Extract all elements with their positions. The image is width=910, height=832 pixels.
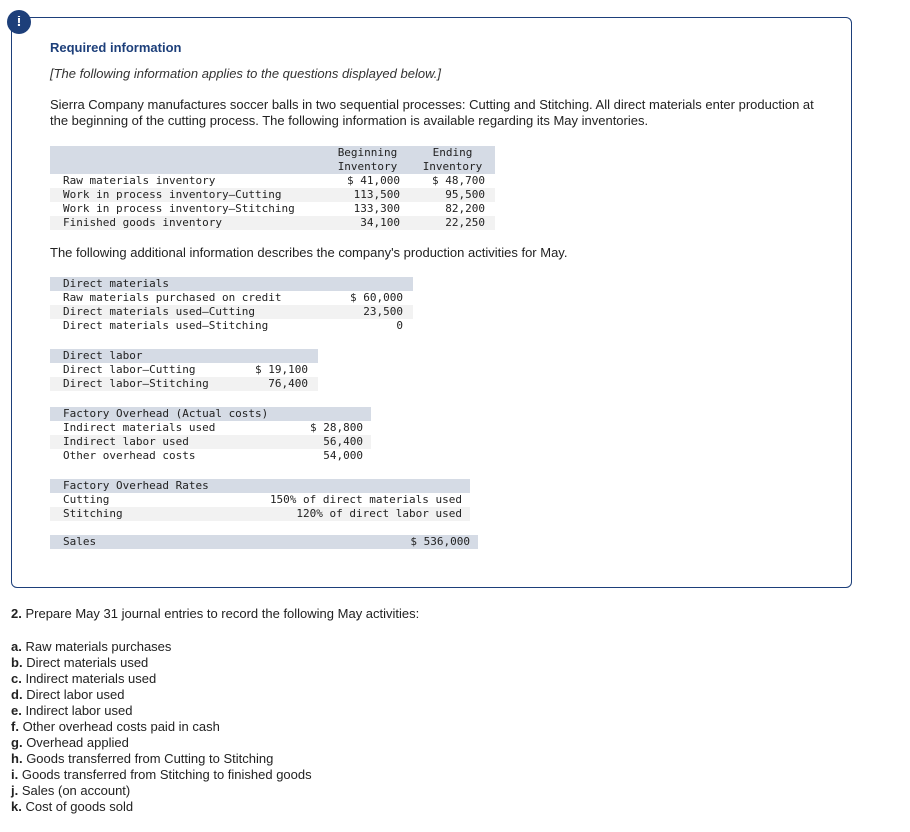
list-item: f. Other overhead costs paid in cash xyxy=(11,719,220,734)
list-item: c. Indirect materials used xyxy=(11,671,157,686)
list-item: b. Direct materials used xyxy=(11,655,149,670)
required-information-panel xyxy=(11,17,852,588)
question-number: 2. xyxy=(11,606,22,621)
table-cell-value: $ 536,000 xyxy=(410,535,470,548)
company-description: Sierra Company manufactures soccer balls in two sequential processes: Cutting and Stitching. All direct materials enter production at the beginning of the cutting process. The following information is available regarding its May inventories. xyxy=(50,97,814,128)
direct-materials-table xyxy=(50,277,413,333)
table-row-label: Other overhead costs xyxy=(63,449,196,462)
table-cell-value: $ 60,000 xyxy=(350,291,403,304)
table-row-label: Sales xyxy=(63,535,97,548)
table-cell-value: 120% of direct labor used xyxy=(296,507,462,520)
table-cell-value: 150% of direct materials used xyxy=(269,493,462,506)
direct-labor-table xyxy=(50,349,318,391)
header-ending: Ending xyxy=(432,146,473,159)
additional-info-text: The following additional information describes the company's production activities for May. xyxy=(50,245,568,260)
table-row-label: Work in process inventory—Cutting xyxy=(63,188,282,201)
table-cell-end: 95,500 xyxy=(445,188,485,201)
table-row-label: Direct materials used—Cutting xyxy=(63,305,256,318)
table-cell-value: 54,000 xyxy=(323,449,363,462)
table-cell-value: 56,400 xyxy=(323,435,363,448)
table-row-label: Finished goods inventory xyxy=(63,216,222,229)
table-cell-value: 76,400 xyxy=(268,377,308,390)
table-row-label: Stitching xyxy=(63,507,123,520)
table-cell-begin: 34,100 xyxy=(360,216,400,229)
section-title: Factory Overhead (Actual costs) xyxy=(63,407,269,420)
table-cell-end: 82,200 xyxy=(445,202,485,215)
required-info-title: Required information xyxy=(50,40,182,55)
table-row-label: Direct labor—Stitching xyxy=(63,377,209,390)
section-title: Direct labor xyxy=(63,349,143,362)
overhead-rates-table xyxy=(50,479,470,521)
inventory-table xyxy=(50,146,495,230)
alert-icon: ! xyxy=(7,10,31,34)
table-cell-value: 23,500 xyxy=(363,305,403,318)
header-beginning: Beginning xyxy=(337,146,398,159)
table-row-label: Work in process inventory—Stitching xyxy=(63,202,295,215)
factory-overhead-table xyxy=(50,407,371,463)
table-cell-value: 0 xyxy=(396,319,403,332)
list-item: d. Direct labor used xyxy=(11,687,125,702)
table-row-label: Raw materials inventory xyxy=(63,174,216,187)
header-inventory-end: Inventory xyxy=(422,160,483,173)
table-cell-begin: $ 41,000 xyxy=(347,174,400,187)
table-cell-begin: 133,300 xyxy=(353,202,400,215)
sales-table xyxy=(50,535,478,549)
activity-list xyxy=(11,639,312,815)
list-item: a. Raw materials purchases xyxy=(11,639,172,654)
list-item: j. Sales (on account) xyxy=(11,783,131,798)
question-title xyxy=(11,606,419,621)
list-item: h. Goods transferred from Cutting to Stitching xyxy=(11,751,274,766)
header-inventory-begin: Inventory xyxy=(337,160,398,173)
table-row-label: Direct labor—Cutting xyxy=(63,363,196,376)
table-cell-value: $ 19,100 xyxy=(255,363,308,376)
question-text: Prepare May 31 journal entries to record the following May activities: xyxy=(25,606,420,621)
list-item: k. Cost of goods sold xyxy=(11,799,134,814)
table-row-label: Raw materials purchased on credit xyxy=(63,291,282,304)
table-row-label: Cutting xyxy=(63,493,110,506)
table-row-label: Indirect labor used xyxy=(63,435,189,448)
list-item: g. Overhead applied xyxy=(11,735,129,750)
table-cell-begin: 113,500 xyxy=(353,188,400,201)
table-cell-end: $ 48,700 xyxy=(432,174,485,187)
section-title: Factory Overhead Rates xyxy=(63,479,209,492)
table-row-label: Indirect materials used xyxy=(63,421,216,434)
table-row-label: Direct materials used—Stitching xyxy=(63,319,269,332)
list-item: i. Goods transferred from Stitching to finished goods xyxy=(11,767,312,782)
table-cell-end: 22,250 xyxy=(445,216,485,229)
section-title: Direct materials xyxy=(63,277,169,290)
info-note: [The following information applies to the questions displayed below.] xyxy=(50,66,441,81)
table-cell-value: $ 28,800 xyxy=(310,421,363,434)
list-item: e. Indirect labor used xyxy=(11,703,133,718)
